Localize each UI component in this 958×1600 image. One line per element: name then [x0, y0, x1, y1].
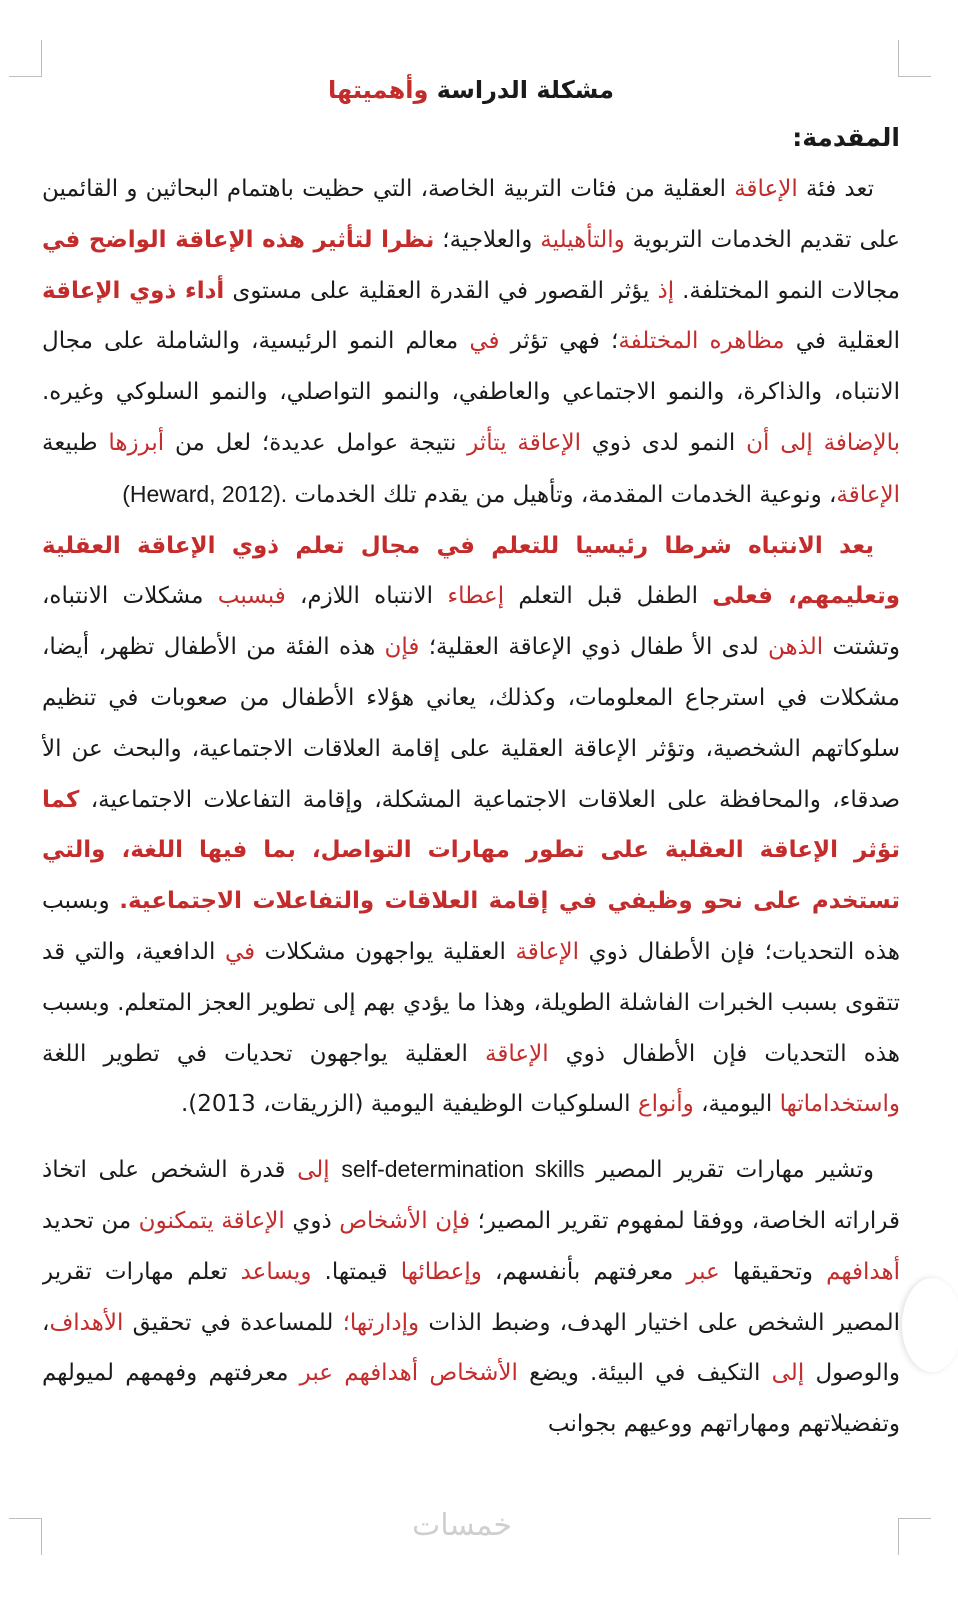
highlighted-text: الإعاقة	[836, 481, 900, 508]
text-run: هذه الفئة من الأطفال تظهر، أيضا، مشكلات في استرجاع المعلومات، وكذلك، يعاني هؤلاء الأطفال من صعوبات في تنظيم سلوكاتهم الشخصية، وتؤثر الإعاقة العقلية على إقامة العلاقات الاجتماعية، والبحث عن الأ صدقاء، والمحافظة على العلاقات الاجتماعية المشكلة، وإقامة التفاعلات الاجتماعية،	[42, 634, 900, 813]
text-run: ، والوصول	[42, 1309, 900, 1387]
highlighted-text: أداء ذوي الإعاقة	[42, 277, 225, 304]
highlighted-text: إلى	[771, 1360, 805, 1387]
text-run: لدى الأ طفال ذوي الإعاقة العقلية؛	[419, 634, 769, 661]
highlighted-text: والتأهيلية	[540, 226, 625, 253]
text-run: من تحديد	[42, 1207, 139, 1234]
text-run: معرفتهم وفهمهم لميولهم وتفضيلاتهم ومهاراتهم ووعيهم بجوانب	[42, 1360, 900, 1438]
watermark-logo: خمسات	[412, 1508, 513, 1543]
highlighted-text: الإعاقة يتأثر	[467, 429, 581, 456]
crop-mark-top-right	[898, 40, 931, 77]
crop-mark-top-left	[9, 40, 42, 77]
text-run: العقلية في	[784, 328, 900, 355]
highlighted-text: فإن الأشخاص	[339, 1207, 471, 1234]
text-run: التكيف في البيئة. ويضع	[517, 1360, 772, 1387]
text-run: معرفتهم بأنفسهم،	[481, 1258, 687, 1285]
crop-mark-bottom-left	[9, 1518, 42, 1555]
highlighted-text: إلى	[297, 1157, 330, 1184]
text-run: تعد فئة	[797, 176, 874, 202]
latin-text: self-determination skills	[341, 1156, 585, 1183]
highlighted-text: بالإضافة إلى أن	[746, 429, 900, 456]
highlighted-text: وأنواع	[637, 1091, 694, 1118]
highlighted-text: الإعاقة	[515, 938, 580, 965]
highlighted-text: كما تؤثر الإعاقة العقلية على تطور مهارات التواصل، بما فيها اللغة، والتي تستخدم على نحو وظيفي في إقامة العلاقات والتفاعلات الاجتماعية.	[42, 786, 900, 915]
text-run: النمو لدى ذوي	[580, 429, 747, 456]
highlighted-text: إذ	[657, 277, 675, 304]
scroll-handle[interactable]	[902, 1278, 958, 1372]
highlighted-text: وإدارتها؛	[342, 1309, 420, 1336]
text-run: ذوي	[284, 1207, 340, 1234]
highlighted-text: إعطاء	[447, 583, 505, 610]
highlighted-text: فبسبب	[217, 583, 286, 610]
text-run: يؤثر القصور في القدرة العقلية على مستوى	[224, 277, 658, 304]
text-run: وتحقيقها	[719, 1258, 827, 1285]
text-run: العقلية من فئات التربية الخاصة، التي حظيت باهتمام البحاثين و القائمين على تقديم الخدمات التربوية	[42, 176, 900, 253]
text-run: والعلاجية؛	[434, 226, 541, 253]
highlighted-text: الإعاقة يتمكنون	[138, 1207, 285, 1234]
highlighted-text: الإعاقة	[485, 1040, 549, 1067]
document-page	[42, 68, 900, 1508]
text-run: وتشير مهارات تقرير المصير	[584, 1157, 875, 1184]
text-run: قدرة الشخص على اتخاذ قراراته الخاصة، ووفقا لمفهوم تقرير المصير؛	[42, 1157, 900, 1234]
highlighted-text: الإعاقة	[734, 176, 798, 202]
text-run: الطفل قبل التعلم	[504, 583, 713, 610]
text-run: العقلية يواجهون تحديات في تطوير اللغة	[42, 1040, 486, 1067]
text-run	[330, 1157, 342, 1183]
highlighted-text: في	[469, 328, 500, 355]
text-run: مشكلات الانتباه، وتشتت	[42, 583, 900, 661]
highlighted-text: الذهن	[768, 634, 824, 661]
section-heading: المقدمة:	[792, 123, 900, 152]
paragraph-2	[42, 521, 900, 1131]
text-run: طبيعة	[42, 429, 109, 456]
highlighted-text: الأهداف	[49, 1309, 124, 1336]
title-highlight: وأهميتها	[328, 76, 429, 104]
text-run: نتيجة عوامل عديدة؛ لعل من	[164, 429, 468, 456]
highlighted-text: مظاهره المختلفة	[618, 328, 785, 355]
text-run: الدافعية، والتي قد تتقوى بسبب الخبرات الفاشلة الطويلة، وهذا ما يؤدي بهم إلى تطوير العجز المتعلم. وبسبب هذه التحديات فإن الأطفال ذوي	[42, 938, 900, 1067]
text-run: الانتباه اللازم،	[285, 583, 448, 610]
highlighted-text: يعد الانتباه شرطا رئيسيا للتعلم في مجال تعلم ذوي الإعاقة العقلية وتعليمهم، فعلى	[42, 532, 900, 610]
highlighted-text: ويساعد	[240, 1258, 312, 1285]
highlighted-text: عبر	[686, 1258, 720, 1285]
text-run: اليومية،	[693, 1091, 780, 1118]
crop-mark-bottom-right	[898, 1518, 931, 1555]
highlighted-text: الأشخاص أهدافهم عبر	[299, 1360, 518, 1387]
highlighted-text: أبرزها	[108, 429, 165, 456]
highlighted-text: واستخداماتها	[779, 1091, 900, 1118]
text-run: قيمتها.	[311, 1258, 401, 1285]
text-run: ؛ فهي تؤثر	[499, 328, 619, 355]
highlighted-text: أهدافهم	[826, 1258, 900, 1285]
title-plain: مشكلة الدراسة	[428, 76, 614, 104]
text-run: معالم النمو الرئيسية، والشاملة على مجال الانتباه، والذاكرة، والنمو الاجتماعي والعاطفي، والنمو التواصلي، والنمو السلوكي وغيره.	[42, 328, 900, 406]
text-run: للمساعدة في تحقيق	[123, 1309, 343, 1336]
paragraph-3	[42, 1144, 900, 1450]
paragraph-1	[42, 164, 900, 521]
highlighted-text: وإعطائها	[400, 1258, 482, 1285]
highlighted-text: فإن	[384, 634, 420, 661]
text-run: السلوكيات الوظيفية اليومية (الزريقات، 2013).	[180, 1091, 638, 1118]
highlighted-text: في	[224, 938, 256, 965]
latin-text: (Heward, 2012).	[122, 480, 288, 507]
text-run: وبسبب هذه التحديات؛ فإن الأطفال ذوي	[42, 888, 900, 965]
text-run: ، ونوعية الخدمات المقدمة، وتأهيل من يقدم تلك الخدمات	[287, 481, 837, 508]
text-run: تعلم مهارات تقرير المصير الشخص على اختيار الهدف، وضبط الذات	[42, 1258, 900, 1336]
highlighted-text: نظرا لتأثير هذه الإعاقة الواضح في	[42, 226, 435, 253]
text-run: مجالات النمو المختلفة.	[674, 277, 900, 304]
text-run: العقلية يواجهون مشكلات	[255, 938, 516, 965]
document-title	[42, 68, 900, 112]
